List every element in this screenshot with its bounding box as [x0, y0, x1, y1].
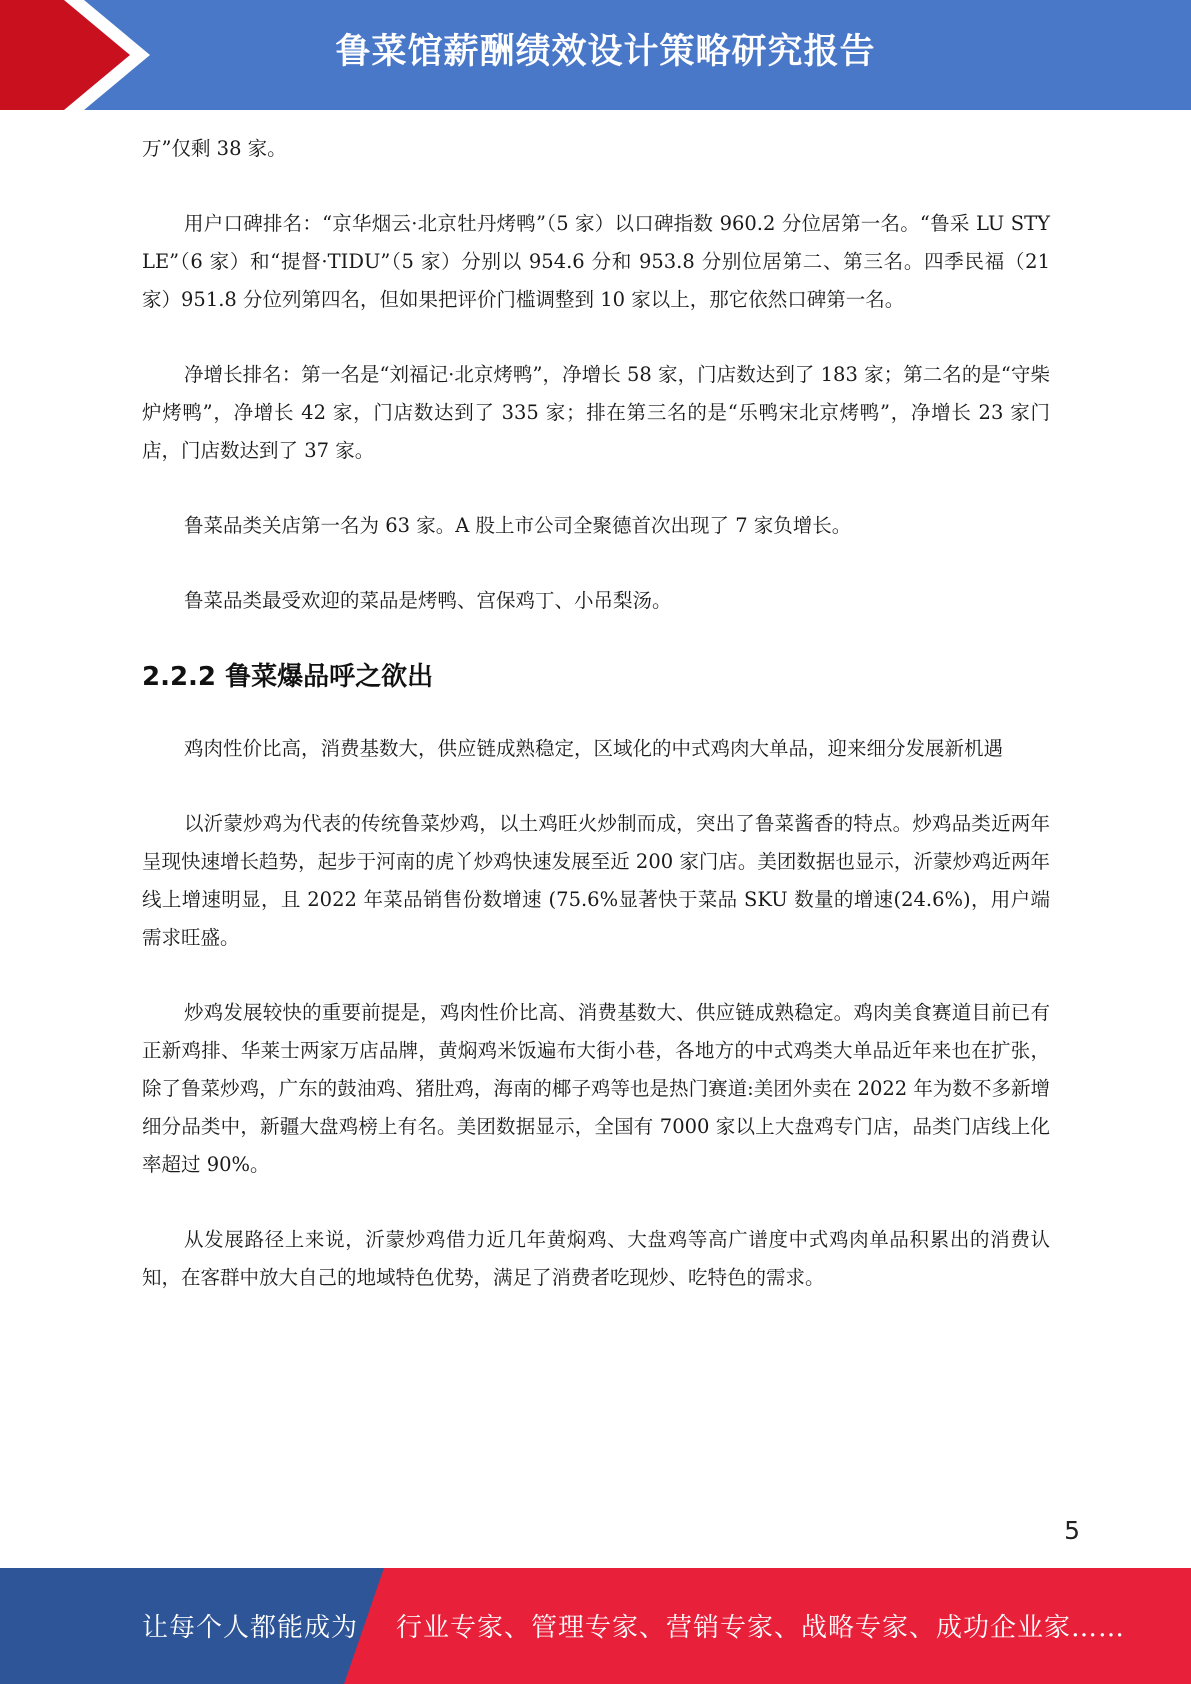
page-number: 5: [1064, 1516, 1080, 1545]
page-content: [142, 130, 1050, 1334]
paragraph-premise: 炒鸡发展较快的重要前提是，鸡肉性价比高、消费基数大、供应链成熟稳定。鸡肉美食赛道目前已有正新鸡排、华莱士两家万店品牌，黄焖鸡米饭遍布大街小巷，各地方的中式鸡类大单品近年来也在扩张，除了鲁菜炒鸡，广东的鼓油鸡、猪肚鸡，海南的椰子鸡等也是热门赛道:美团外卖在 2022 年为数不多新增细分品类中，新疆大盘鸡榜上有名。美团数据显示，全国有 7000 家以上大盘鸡专门店，品类门店线上化率超过 90%。: [142, 1001, 1050, 1176]
footer-slogan-right: 行业专家、管理专家、营销专家、战略专家、成功企业家……: [396, 1613, 1126, 1643]
document-title: 鲁菜馆薪酬绩效设计策略研究报告: [335, 32, 876, 72]
paragraph-linyi-chicken: 以沂蒙炒鸡为代表的传统鲁菜炒鸡，以土鸡旺火炒制而成，突出了鲁菜酱香的特点。炒鸡品类近两年呈现快速增长趋势，起步于河南的虎丫炒鸡快速发展至近 200 家门店。美团数据也显示，沂蒙炒鸡近两年线上增速明显，且 2022 年菜品销售份数增速 (75.6%显著快于菜品 SKU 数量的增速(24.6%)，用户端需求旺盛。: [142, 812, 1050, 949]
paragraph-development-path: 从发展路径上来说，沂蒙炒鸡借力近几年黄焖鸡、大盘鸡等高广谱度中式鸡肉单品积累出的消费认知，在客群中放大自己的地域特色优势，满足了消费者吃现炒、吃特色的需求。: [142, 1228, 1050, 1289]
paragraph-growth-ranking: 净增长排名：第一名是“刘福记·北京烤鸭”，净增长 58 家，门店数达到了 183 家；第二名的是“守柴炉烤鸭”，净增长 42 家，门店数达到了 335 家；排在第三名的是“乐鸭宋北京烤鸭”，净增长 23 家门店，门店数达到了 37 家。: [142, 363, 1050, 462]
section-heading: 2.2.2 鲁菜爆品呼之欲出: [142, 662, 434, 692]
page-footer: [0, 1568, 1191, 1684]
paragraph-closures: 鲁菜品类关店第一名为 63 家。A 股上市公司全聚德首次出现了 7 家负增长。: [184, 514, 852, 537]
paragraph-popular-dishes: 鲁菜品类最受欢迎的菜品是烤鸭、宫保鸡丁、小吊梨汤。: [184, 589, 672, 612]
paragraph-reputation-ranking: 用户口碑排名：“京华烟云·北京牡丹烤鸭”（5 家）以口碑指数 960.2 分位居第一名。“鲁采 LU STYLE”（6 家）和“提督·TIDU”（5 家）分别以 954.6 分和 953.8 分别位居第二、第三名。四季民福（21 家）951.8 分位列第四名，但如果把评价门槛调整到 10 家以上，那它依然口碑第一名。: [142, 212, 1050, 311]
footer-slogan-left: 让每个人都能成为: [142, 1613, 359, 1643]
paragraph-intro: 万”仅剩 38 家。: [142, 137, 287, 160]
page-header: [0, 0, 1191, 110]
paragraph-chicken-intro: 鸡肉性价比高，消费基数大，供应链成熟稳定，区域化的中式鸡肉大单品，迎来细分发展新机遇: [184, 737, 1004, 760]
